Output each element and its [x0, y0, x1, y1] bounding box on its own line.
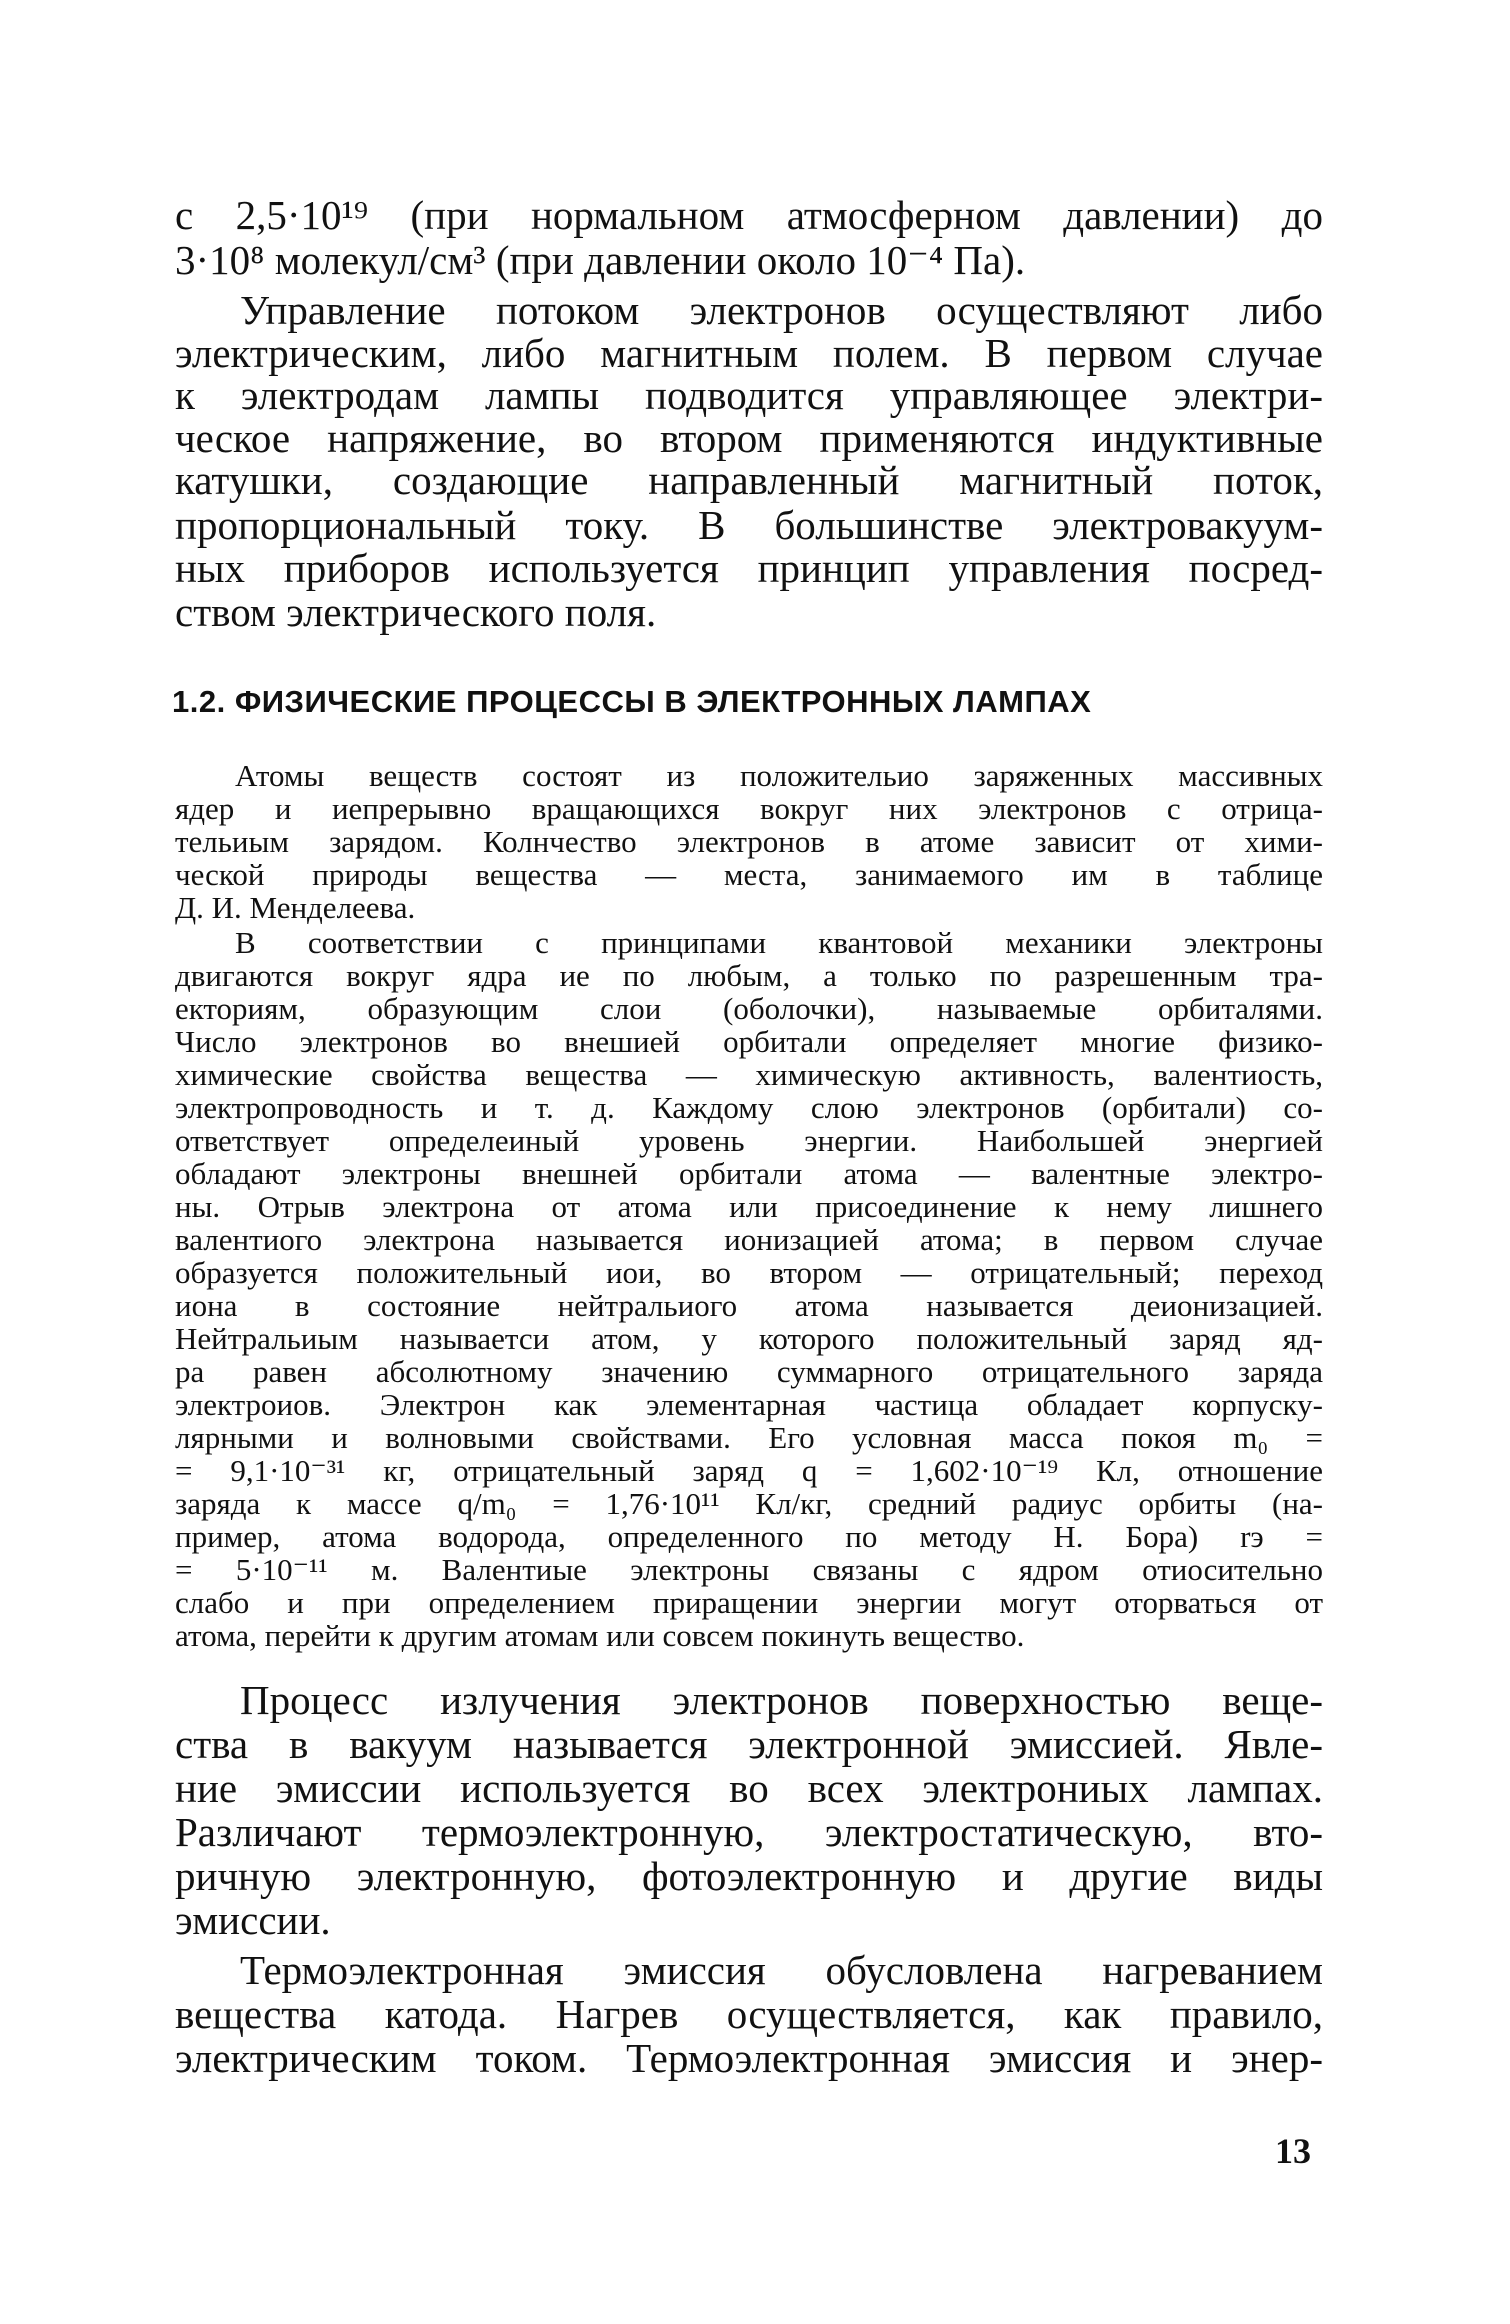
small-paragraph-2-line: В соответствии с принципами квантовой механики электроны — [235, 925, 1323, 960]
small-paragraph-2-line: заряда к массе q/m₀ = 1,76·10¹¹ Кл/кг, средний радиус орбиты (на- — [175, 1486, 1323, 1521]
small-paragraph-1-line: ческой природы вещества — места, занимаемого им в таблице — [175, 857, 1323, 892]
small-paragraph-2-line: слабо и при определением приращении энергии могут оторваться от — [175, 1585, 1323, 1620]
paragraph-2-line: к электродам лампы подводится управляющее электри- — [175, 372, 1323, 418]
paragraph-2-line: пропорциональный току. В большинстве электровакуум- — [175, 502, 1323, 548]
small-paragraph-2-line: Число электронов во внешией орбитали определяет многие физико- — [175, 1024, 1323, 1059]
paragraph-2-line: электрическим, либо магнитным полем. В первом случае — [175, 330, 1323, 376]
paragraph-3-line: ричную электронную, фотоэлектронную и другие виды — [175, 1853, 1323, 1899]
small-paragraph-2-line: химические свойства вещества — химическую активность, валентиость, — [175, 1057, 1323, 1092]
small-paragraph-2-line: = 5·10⁻¹¹ м. Валентиые электроны связаны с ядром отиосительно — [175, 1552, 1323, 1587]
paragraph-2-line: ных приборов используется принцип управления посред- — [175, 545, 1323, 591]
small-paragraph-2-line: электропроводность и т. д. Каждому слою электронов (орбитали) со- — [175, 1090, 1323, 1125]
small-paragraph-2-line: обладают электроны внешней орбитали атома — валентные электро- — [175, 1156, 1323, 1191]
paragraph-3-line: Различают термоэлектронную, электростатическую, вто- — [175, 1809, 1323, 1855]
small-paragraph-2-line: пример, атома водорода, определенного по методу Н. Бора) rэ = — [175, 1519, 1323, 1554]
small-paragraph-2-line: валентиого электрона называется ионизацией атома; в первом случае — [175, 1222, 1323, 1257]
small-paragraph-2-line: ответствует определеиный уровень энергии. Наибольшей энергией — [175, 1123, 1323, 1158]
paragraph-2-line: катушки, создающие направленный магнитный поток, — [175, 457, 1323, 503]
paragraph-1-line: 3·10⁸ молекул/см³ (при давлении около 10⁻⁴ Па). — [175, 237, 1026, 283]
small-paragraph-2-line: ны. Отрыв электрона от атома или присоединение к нему лишнего — [175, 1189, 1323, 1224]
paragraph-4-line: электрическим током. Термоэлектронная эмиссия и энер- — [175, 2035, 1323, 2081]
section-heading: 1.2. ФИЗИЧЕСКИЕ ПРОЦЕССЫ В ЭЛЕКТРОННЫХ ЛАМПАХ — [172, 684, 1092, 719]
paragraph-2-line: ством электрического поля. — [175, 589, 657, 635]
paragraph-4-line: вещества катода. Нагрев осуществляется, как правило, — [175, 1991, 1323, 2037]
small-paragraph-2-line: иона в состояние нейтральиого атома называется деионизацией. — [175, 1288, 1323, 1323]
paragraph-4-line: Термоэлектронная эмиссия обусловлена нагреванием — [240, 1947, 1323, 1993]
small-paragraph-2-line: электроиов. Электрон как элементарная частица обладает корпуску- — [175, 1387, 1323, 1422]
small-paragraph-1-line: Д. И. Менделеева. — [175, 890, 416, 925]
small-paragraph-2-line: Нейтральиым называетси атом, у которого положительный заряд яд- — [175, 1321, 1323, 1356]
small-paragraph-2-line: = 9,1·10⁻³¹ кг, отрицательный заряд q = 1,602·10⁻¹⁹ Кл, отношение — [175, 1453, 1323, 1488]
small-paragraph-2-line: екториям, образующим слои (оболочки), называемые орбиталями. — [175, 991, 1323, 1026]
paragraph-2-line: ческое напряжение, во втором применяются индуктивные — [175, 415, 1323, 461]
small-paragraph-2-line: двигаются вокруг ядра ие по любым, а только по разрешенным тра- — [175, 958, 1323, 993]
small-paragraph-1-line: тельиым зарядом. Колнчество электронов в атоме зависит от хими- — [175, 824, 1323, 859]
small-paragraph-1-line: Атомы веществ состоят из положительио заряженных массивных — [235, 758, 1323, 793]
small-paragraph-1-line: ядер и иепрерывно вращающихся вокруг них электронов с отрица- — [175, 791, 1323, 826]
small-paragraph-2-line: лярными и волновыми свойствами. Его условная масса покоя m₀ = — [175, 1420, 1323, 1455]
paragraph-3-line: Процесс излучения электронов поверхностью веще- — [240, 1677, 1323, 1723]
small-paragraph-2-line: атома, перейти к другим атомам или совсем покинуть вещество. — [175, 1618, 1025, 1653]
paragraph-3-line: ние эмиссии используется во всех электрониых лампах. — [175, 1765, 1323, 1811]
page-number: 13 — [1275, 2131, 1311, 2171]
paragraph-3-line: ства в вакуум называется электронной эмиссией. Явле- — [175, 1721, 1323, 1767]
small-paragraph-2-line: ра равен абсолютному значению суммарного отрицательного заряда — [175, 1354, 1323, 1389]
paragraph-3-line: эмиссии. — [175, 1897, 331, 1943]
paragraph-1-line: с 2,5·10¹⁹ (при нормальном атмосферном давлении) до — [175, 192, 1323, 238]
small-paragraph-2-line: образуется положительный иои, во втором — отрицательный; переход — [175, 1255, 1323, 1290]
paragraph-2-line: Управление потоком электронов осуществляют либо — [240, 287, 1323, 333]
